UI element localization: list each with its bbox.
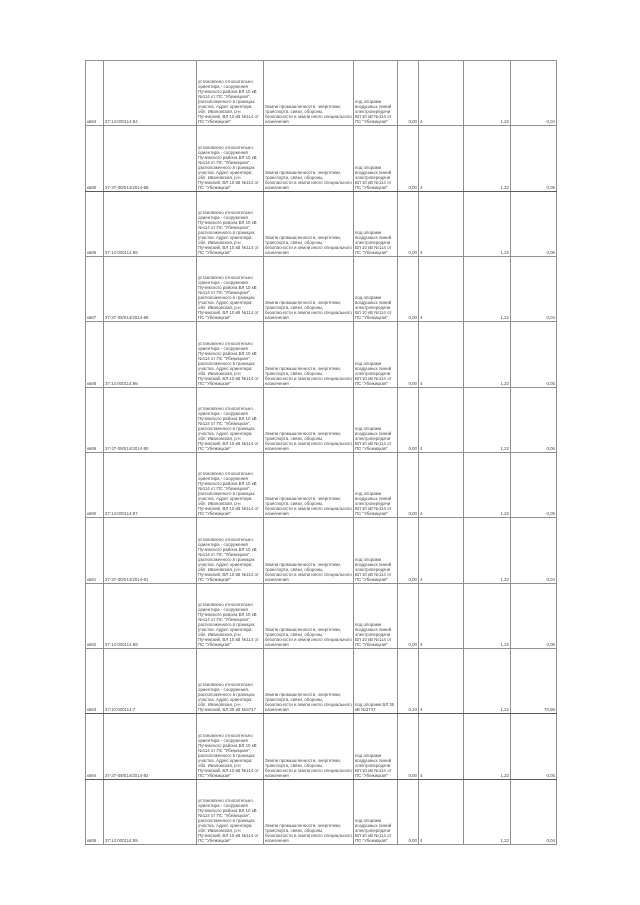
use-purpose-cell: под опорами воздушных линий электропередачи ВЛ 10 кВ №114 от ПС "Убежицкая" — [354, 256, 398, 321]
part-id-cell: кв89 — [86, 387, 104, 452]
cadastral-number-cell: 37:14:000114:89 — [104, 779, 197, 844]
land-category-cell: Земли промышленности, энергетики, транспорта, связи, обороны, безопасности и земли иного специального назначения — [264, 256, 354, 321]
cadastral-number-cell: 37-37-09/014/2014-91 — [104, 518, 197, 583]
part-id-cell: кв84 — [86, 61, 104, 126]
rate-cell: 1,22 — [464, 648, 511, 713]
cadastral-number-cell: 37:14:000114:84 — [104, 61, 197, 126]
use-purpose-cell: под опорами воздушных линий электропередачи ВЛ 10 кВ №114 от ПС "Убежицкая" — [354, 126, 398, 191]
table-row — [86, 583, 557, 648]
payment-cell: 0,06 — [511, 387, 557, 452]
part-id-cell: кв86 — [86, 191, 104, 256]
use-purpose-cell: под опорами воздушных линий электропередачи ВЛ 10 кВ №114 от ПС "Убежицкая" — [354, 518, 398, 583]
payment-cell: 0,04 — [511, 61, 557, 126]
rate-cell: 1,22 — [464, 61, 511, 126]
use-purpose-cell: под опорами воздушных линий электропередачи ВЛ 10 кВ №114 от ПС "Убежицкая" — [354, 61, 398, 126]
cadastral-number-cell: 37:10:000114:7 — [104, 648, 197, 713]
land-category-cell: Земли промышленности, энергетики, транспорта, связи, обороны, безопасности и земли иного специального назначения — [264, 452, 354, 517]
table-row — [86, 256, 557, 321]
land-category-cell: Земли промышленности, энергетики, транспорта, связи, обороны, безопасности и земли иного специального назначения — [264, 322, 354, 387]
payment-cell: 0,05 — [511, 714, 557, 779]
table-row — [86, 714, 557, 779]
rate-cell: 1,22 — [464, 191, 511, 256]
table-row — [86, 779, 557, 844]
part-id-cell: кв95 — [86, 779, 104, 844]
area-sqm-cell: 4 — [419, 452, 464, 517]
location-cell: установлено относительно ориентира - сооружения, расположенного в границах участка. Адрес ориентира: обл. Ивановская, р-н Пучежский, ВЛ 35 кВ №3747 — [197, 648, 264, 713]
cadastral-number-cell: 37-37-09/014/2014-88 — [104, 126, 197, 191]
payment-cell: 0,06 — [511, 191, 557, 256]
table-row — [86, 387, 557, 452]
use-purpose-cell: под опорами воздушных линий электропередачи ВЛ 10 кВ №114 от ПС "Убежицкая" — [354, 714, 398, 779]
area-ha-cell: 0,00 — [398, 126, 419, 191]
rate-cell: 1,22 — [464, 518, 511, 583]
area-sqm-cell: 4 — [419, 61, 464, 126]
area-ha-cell: 0,00 — [398, 779, 419, 844]
land-category-cell: Земли промышленности, энергетики, транспорта, связи, обороны, безопасности и земли иного специального назначения — [264, 126, 354, 191]
table-row — [86, 191, 557, 256]
location-cell: установлено относительно ориентира - сооружения Пучежского района ВЛ 10 кВ №114 от ПС "Убежицкая", расположенного в границах участка. Адрес ориентира: обл. Ивановская, р-н Пучежский, ВЛ 10 кВ №114 от ПС "Убежицкая" — [197, 518, 264, 583]
cadastral-number-cell: 37-37-09/014/2014-89 — [104, 256, 197, 321]
land-category-cell: Земли промышленности, энергетики, транспорта, связи, обороны, безопасности и земли иного специального назначения — [264, 779, 354, 844]
rate-cell: 1,22 — [464, 387, 511, 452]
rate-cell: 1,22 — [464, 126, 511, 191]
use-purpose-cell: под опорами воздушных линий электропередачи ВЛ 10 кВ №114 от ПС "Убежицкая" — [354, 452, 398, 517]
area-sqm-cell: 4 — [419, 256, 464, 321]
cadastral-number-cell: 37:14:000114:86 — [104, 322, 197, 387]
part-id-cell: кв87 — [86, 256, 104, 321]
use-purpose-cell: под опорами воздушных линий электропередачи ВЛ 10 кВ №114 от ПС "Убежицкая" — [354, 322, 398, 387]
cadastral-number-cell: 37-37-09/014/2014-92 — [104, 714, 197, 779]
land-category-cell: Земли промышленности, энергетики, транспорта, связи, обороны, безопасности и земли иного специального назначения — [264, 387, 354, 452]
land-category-cell: Земли промышленности, энергетики, транспорта, связи, обороны, безопасности и земли иного специального назначения — [264, 648, 354, 713]
area-ha-cell: 0,00 — [398, 452, 419, 517]
area-ha-cell: 0,00 — [398, 387, 419, 452]
use-purpose-cell: под опорами ВЛ 35 кВ №3747 — [354, 648, 398, 713]
payment-cell: 0,05 — [511, 322, 557, 387]
cadastral-number-cell: 37:14:000114:88 — [104, 583, 197, 648]
cadastral-number-cell: 37:14:000114:87 — [104, 452, 197, 517]
area-sqm-cell: 4 — [419, 387, 464, 452]
area-ha-cell: 0,00 — [398, 322, 419, 387]
part-id-cell: кв88 — [86, 322, 104, 387]
area-sqm-cell: 4 — [419, 518, 464, 583]
use-purpose-cell: под опорами воздушных линий электропередачи ВЛ 10 кВ №114 от ПС "Убежицкая" — [354, 387, 398, 452]
area-ha-cell: 0,00 — [398, 61, 419, 126]
area-ha-cell: 0,00 — [398, 191, 419, 256]
rate-cell: 1,22 — [464, 322, 511, 387]
area-sqm-cell: 4 — [419, 191, 464, 256]
part-id-cell: кв92 — [86, 583, 104, 648]
part-id-cell: кв94 — [86, 714, 104, 779]
table-row — [86, 61, 557, 126]
cadastral-number-cell: 37-37-09/014/2014-90 — [104, 387, 197, 452]
area-sqm-cell: 4 — [419, 126, 464, 191]
area-sqm-cell: 4 — [419, 714, 464, 779]
location-cell: установлено относительно ориентира - сооружения Пучежского района ВЛ 10 кВ №114 от ПС "Убежицкая", расположенного в границах участка. Адрес ориентира: обл. Ивановская, р-н Пучежский, ВЛ 10 кВ №114 от ПС "Убежицкая" — [197, 387, 264, 452]
payment-cell: 0,05 — [511, 126, 557, 191]
land-category-cell: Земли промышленности, энергетики, транспорта, связи, обороны, безопасности и земли иного специального назначения — [264, 583, 354, 648]
area-ha-cell: 0,10 — [398, 648, 419, 713]
land-category-cell: Земли промышленности, энергетики, транспорта, связи, обороны, безопасности и земли иного специального назначения — [264, 714, 354, 779]
rate-cell: 1,22 — [464, 256, 511, 321]
location-cell: установлено относительно ориентира - сооружения Пучежского района ВЛ 10 кВ №114 от ПС "Убежицкая", расположенного в границах участка. Адрес ориентира: обл. Ивановская, р-н Пучежский, ВЛ 10 кВ №114 от ПС "Убежицкая" — [197, 583, 264, 648]
table-row — [86, 452, 557, 517]
location-cell: установлено относительно ориентира - сооружения Пучежского района ВЛ 10 кВ №114 от ПС "Убежицкая", расположенного в границах участка. Адрес ориентира: обл. Ивановская, р-н Пучежский, ВЛ 10 кВ №114 от ПС "Убежицкая" — [197, 779, 264, 844]
rate-cell: 1,22 — [464, 714, 511, 779]
land-category-cell: Земли промышленности, энергетики, транспорта, связи, обороны, безопасности и земли иного специального назначения — [264, 61, 354, 126]
area-sqm-cell: 4 — [419, 583, 464, 648]
payment-cell: 0,04 — [511, 256, 557, 321]
use-purpose-cell: под опорами воздушных линий электропередачи ВЛ 10 кВ №114 от ПС "Убежицкая" — [354, 191, 398, 256]
area-ha-cell: 0,00 — [398, 583, 419, 648]
table-row — [86, 126, 557, 191]
part-id-cell: кв85 — [86, 126, 104, 191]
land-category-cell: Земли промышленности, энергетики, транспорта, связи, обороны, безопасности и земли иного специального назначения — [264, 191, 354, 256]
cadastral-number-cell: 37:14:000114:85 — [104, 191, 197, 256]
area-ha-cell: 0,00 — [398, 714, 419, 779]
area-ha-cell: 0,00 — [398, 256, 419, 321]
table-row — [86, 322, 557, 387]
part-id-cell: кв93 — [86, 648, 104, 713]
payment-cell: 0,05 — [511, 452, 557, 517]
location-cell: установлено относительно ориентира - сооружения Пучежского района ВЛ 10 кВ №114 от ПС "Убежицкая", расположенного в границах участка. Адрес ориентира: обл. Ивановская, р-н Пучежский, ВЛ 10 кВ №114 от ПС "Убежицкая" — [197, 714, 264, 779]
payment-cell: 0,04 — [511, 779, 557, 844]
payment-cell: 70,96 — [511, 648, 557, 713]
area-sqm-cell: 4 — [419, 648, 464, 713]
payment-cell: 0,04 — [511, 518, 557, 583]
rate-cell: 1,22 — [464, 779, 511, 844]
table-row — [86, 648, 557, 713]
table-body — [86, 61, 557, 845]
part-id-cell: кв90 — [86, 452, 104, 517]
table-row — [86, 518, 557, 583]
payment-cell: 0,05 — [511, 583, 557, 648]
rate-cell: 1,22 — [464, 452, 511, 517]
location-cell: установлено относительно ориентира - сооружения Пучежского района ВЛ 10 кВ №114 от ПС "Убежицкая", расположенного в границах участка. Адрес ориентира: обл. Ивановская, р-н Пучежский, ВЛ 10 кВ №114 от ПС "Убежицкая" — [197, 61, 264, 126]
area-sqm-cell: 4 — [419, 322, 464, 387]
land-plot-register-table — [85, 60, 557, 845]
area-ha-cell: 0,00 — [398, 518, 419, 583]
use-purpose-cell: под опорами воздушных линий электропередачи ВЛ 10 кВ №114 от ПС "Убежицкая" — [354, 583, 398, 648]
location-cell: установлено относительно ориентира - сооружения Пучежского района ВЛ 10 кВ №114 от ПС "Убежицкая", расположенного в границах участка. Адрес ориентира: обл. Ивановская, р-н Пучежский, ВЛ 10 кВ №114 от ПС "Убежицкая" — [197, 322, 264, 387]
location-cell: установлено относительно ориентира - сооружения Пучежского района ВЛ 10 кВ №114 от ПС "Убежицкая", расположенного в границах участка. Адрес ориентира: обл. Ивановская, р-н Пучежский, ВЛ 10 кВ №114 от ПС "Убежицкая" — [197, 191, 264, 256]
land-category-cell: Земли промышленности, энергетики, транспорта, связи, обороны, безопасности и земли иного специального назначения — [264, 518, 354, 583]
location-cell: установлено относительно ориентира - сооружения Пучежского района ВЛ 10 кВ №114 от ПС "Убежицкая", расположенного в границах участка. Адрес ориентира: обл. Ивановская, р-н Пучежский, ВЛ 10 кВ №114 от ПС "Убежицкая" — [197, 452, 264, 517]
area-sqm-cell: 4 — [419, 779, 464, 844]
use-purpose-cell: под опорами воздушных линий электропередачи ВЛ 10 кВ №114 от ПС "Убежицкая" — [354, 779, 398, 844]
rate-cell: 1,22 — [464, 583, 511, 648]
location-cell: установлено относительно ориентира - сооружения Пучежского района ВЛ 10 кВ №114 от ПС "Убежицкая", расположенного в границах участка. Адрес ориентира: обл. Ивановская, р-н Пучежский, ВЛ 10 кВ №114 от ПС "Убежицкая" — [197, 256, 264, 321]
location-cell: установлено относительно ориентира - сооружения Пучежского района ВЛ 10 кВ №114 от ПС "Убежицкая", расположенного в границах участка. Адрес ориентира: обл. Ивановская, р-н Пучежский, ВЛ 10 кВ №114 от ПС "Убежицкая" — [197, 126, 264, 191]
part-id-cell: кв91 — [86, 518, 104, 583]
